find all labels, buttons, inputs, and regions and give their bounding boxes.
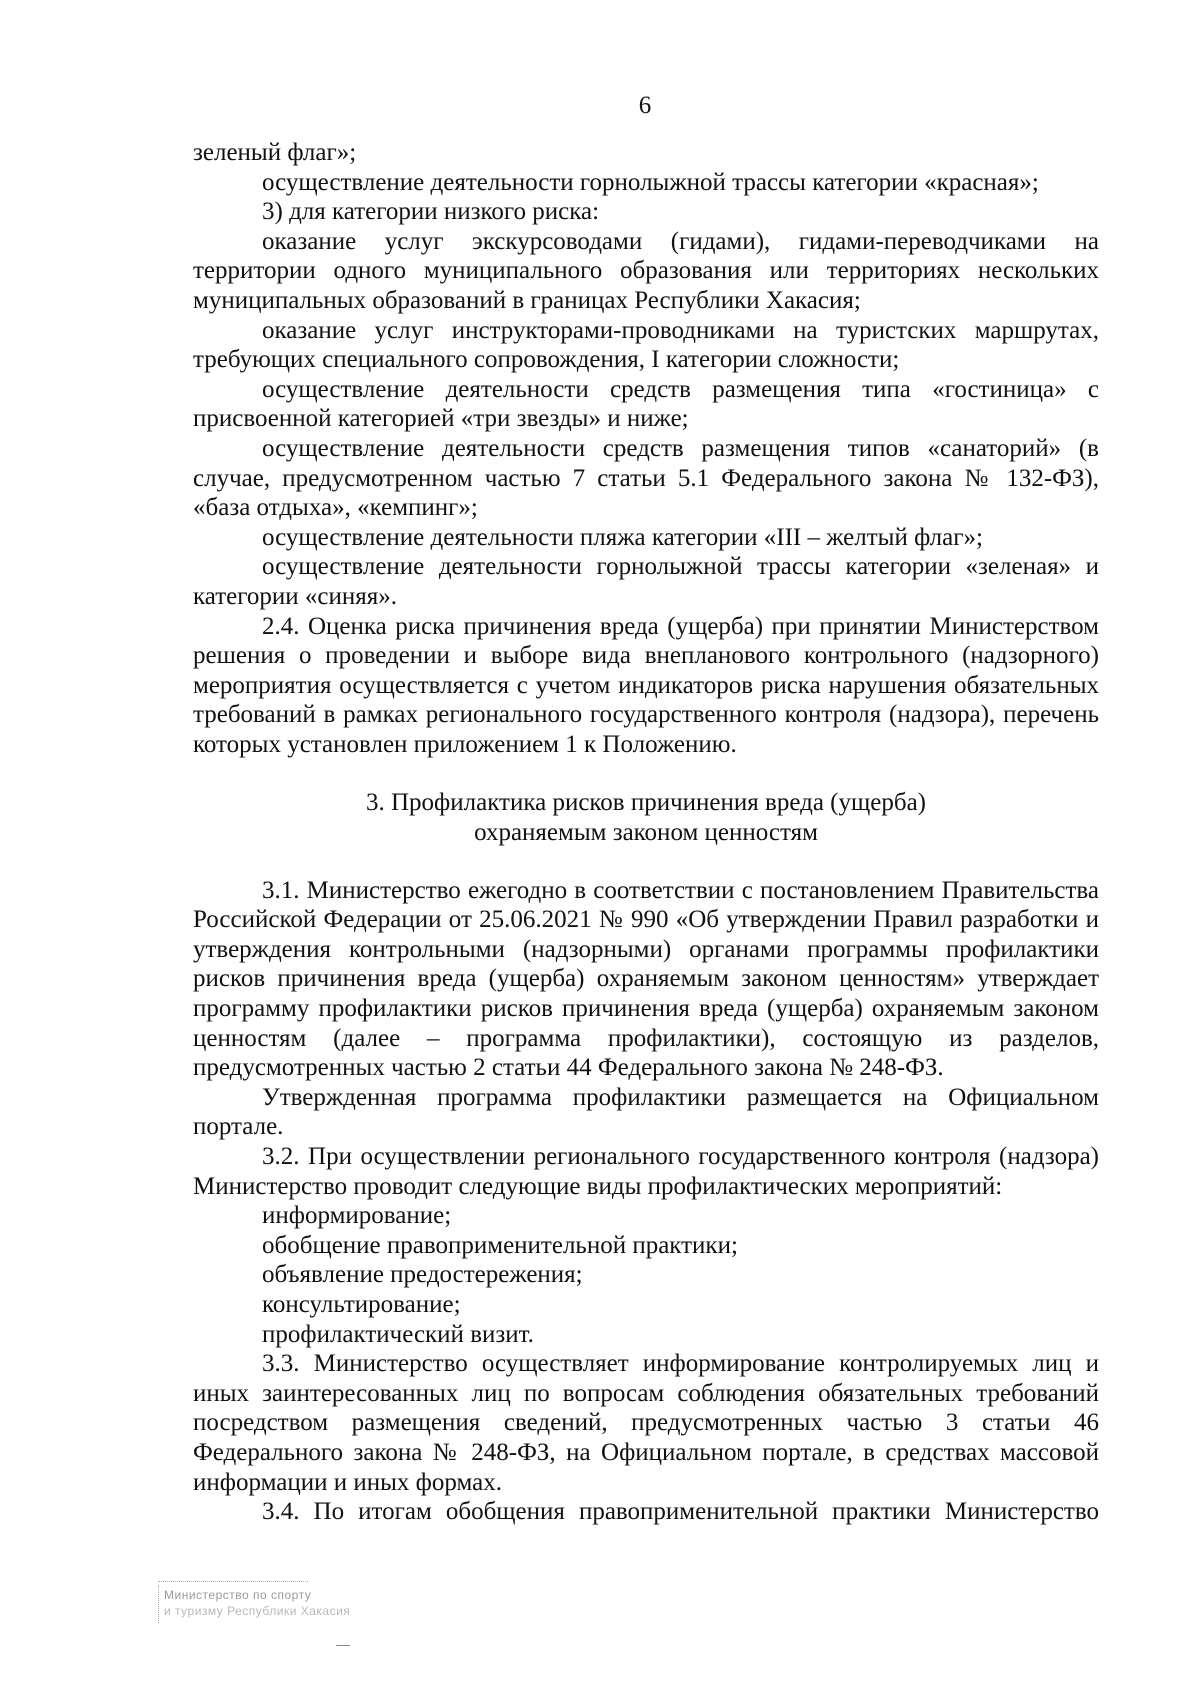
paragraph: зеленый флаг»; xyxy=(193,139,357,166)
list-item: профилактический визит. xyxy=(262,1320,534,1348)
stamp-dash xyxy=(336,1645,350,1646)
ministry-stamp xyxy=(158,1581,388,1641)
document-body xyxy=(193,138,1099,1527)
stamp-text-line1: Министерство по спорту xyxy=(164,1588,312,1602)
paragraph-3-4: 3.4. По итогам обобщения правоприменительной практики Министерство xyxy=(262,1498,1099,1526)
stamp-bar xyxy=(158,1585,160,1623)
section-heading-line1: 3. Профилактика рисков причинения вреда (ущерба) xyxy=(366,789,926,817)
stamp-text-line2: и туризму Республики Хакасия xyxy=(164,1604,351,1618)
paragraph: осуществление деятельности средств размещения типа «гостиница» с присвоенной категорией «три звезды» и ниже; xyxy=(193,375,1099,433)
paragraph-3-1: 3.1. Министерство ежегодно в соответствии с постановлением Правительства Российской Федерации от 25.06.2021 № 990 «Об утверждении Правил разработки и утверждения контрольными (надзорными) органами программы профилактики рисков причинения вреда (ущерба) охраняемым законом ценностям» утверждает программу профилактики рисков причинения вреда (ущерба) охраняемым законом ценностям (далее – программа профилактики), состоящую из разделов, предусмотренных частью 2 статьи 44 Федерального закона № 248-ФЗ. xyxy=(193,876,1099,1082)
paragraph: осуществление деятельности пляжа категории «III – желтый флаг»; xyxy=(262,523,983,551)
page-number: 6 xyxy=(638,92,652,119)
paragraph: 3) для категории низкого риска: xyxy=(262,198,600,226)
paragraph: 2.4. Оценка риска причинения вреда (ущерба) при принятии Министерством решения о проведении и выборе вида внепланового контрольного (надзорного) мероприятия осуществляется с учетом индикаторов риска нарушения обязательных требований в рамках регионального государственного контроля (надзора), перечень которых установлен приложением 1 к Положению. xyxy=(193,612,1099,758)
spacer xyxy=(193,759,1099,788)
stamp-rule xyxy=(158,1581,308,1582)
spacer xyxy=(193,848,1099,876)
paragraph: осуществление деятельности горнолыжной трассы категории «красная»; xyxy=(262,168,1039,196)
paragraph: осуществление деятельности горнолыжной трассы категории «зеленая» и категории «синяя». xyxy=(193,553,1099,610)
list-item: информирование; xyxy=(262,1202,452,1230)
paragraph-approved-program: Утвержденная программа профилактики размещается на Официальном портале. xyxy=(193,1083,1099,1141)
paragraph: осуществление деятельности средств размещения типов «санаторий» (в случае, предусмотренном частью 7 статьи 5.1 Федерального закона № 132-ФЗ), «база отдыха», «кемпинг»; xyxy=(193,434,1099,522)
section-heading-line2: охраняемым законом ценностям xyxy=(474,819,818,847)
paragraph: оказание услуг экскурсоводами (гидами), гидами-переводчиками на территории одного муниципального образования или территориях нескольких муниципальных образований в границах Республики Хакасия; xyxy=(193,227,1099,314)
paragraph: оказание услуг инструкторами-проводниками на туристских маршрутах, требующих специального сопровождения, I категории сложности; xyxy=(193,316,1099,374)
paragraph-3-2: 3.2. При осуществлении регионального государственного контроля (надзора) Министерство проводит следующие виды профилактических мероприятий: xyxy=(193,1143,1099,1200)
list-item: консультирование; xyxy=(262,1290,461,1318)
paragraph-3-3: 3.3. Министерство осуществляет информирование контролируемых лиц и иных заинтересованных лиц по вопросам соблюдения обязательных требований посредством размещения сведений, предусмотренных частью 3 статьи 46 Федерального закона № 248-ФЗ, на Официальном портале, в средствах массовой информации и иных формах. xyxy=(193,1350,1099,1496)
list-item: объявление предостережения; xyxy=(262,1261,583,1289)
list-item: обобщение правоприменительной практики; xyxy=(262,1231,738,1259)
